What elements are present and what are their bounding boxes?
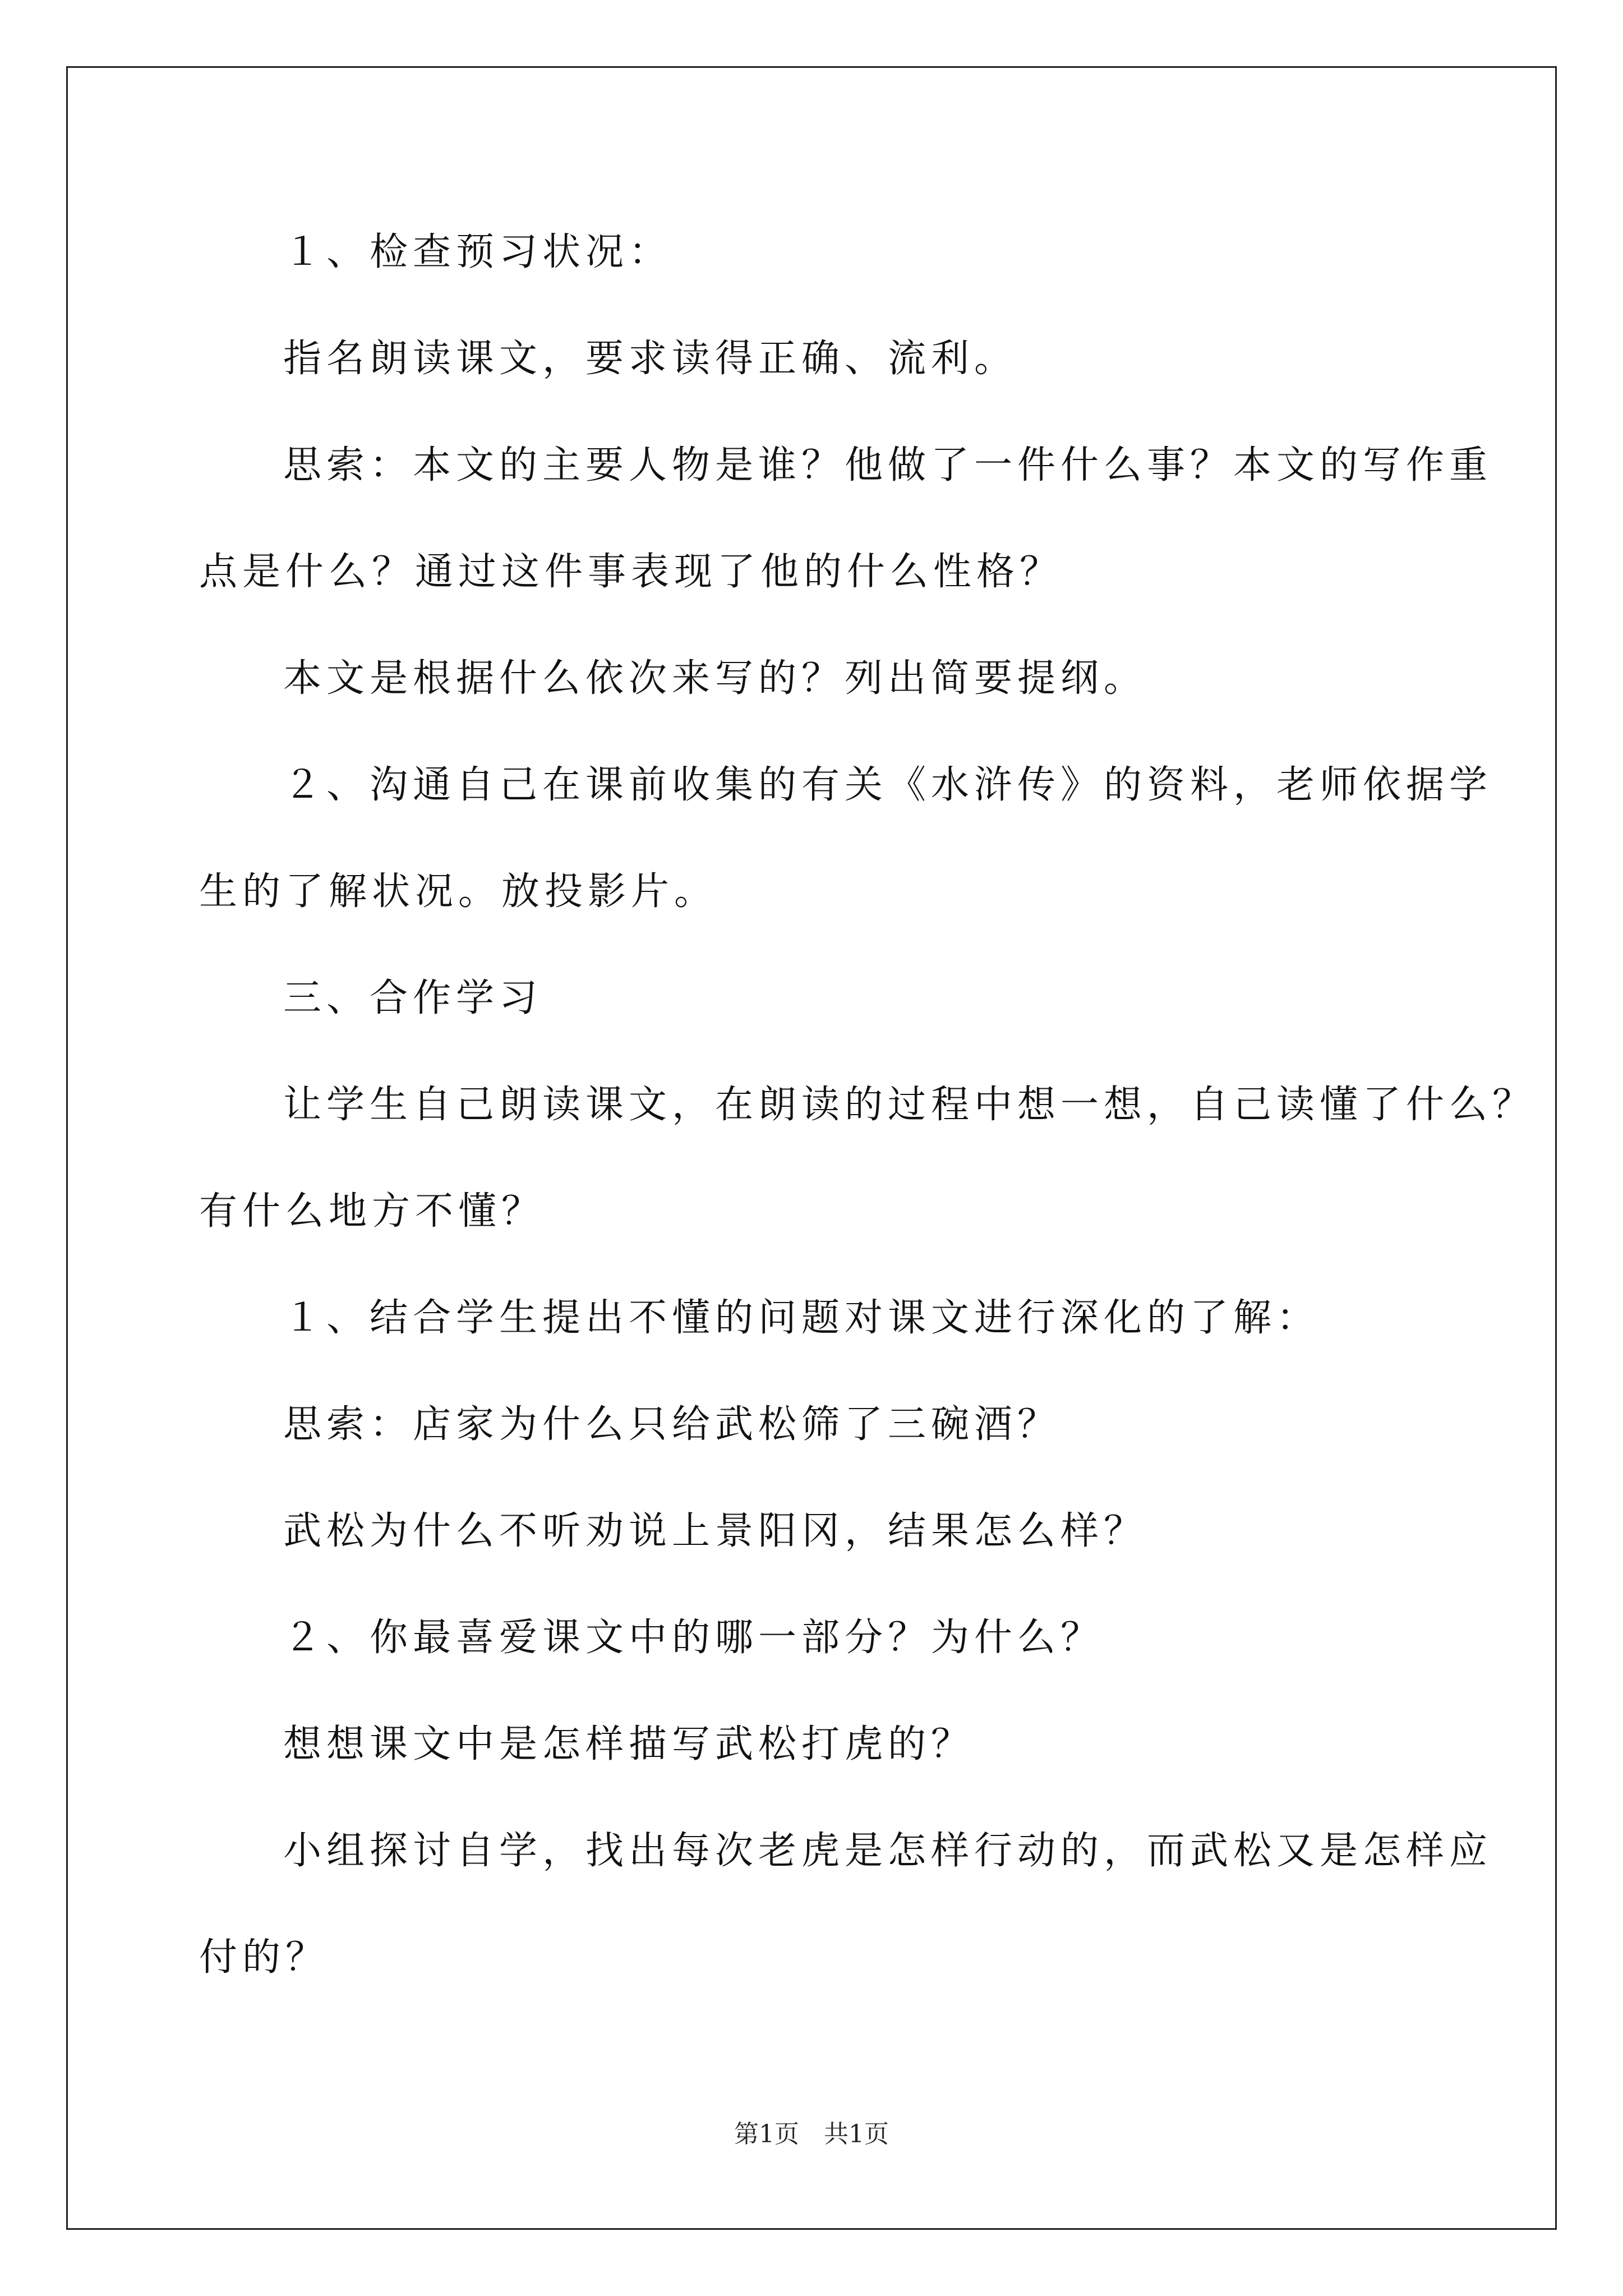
text-line: 思索：本文的主要人物是谁？他做了一件什么事？本文的写作重 [283,443,1493,487]
text-line: ２、你最喜爱课文中的哪一部分？为什么？ [283,1616,1104,1660]
text-line: 让学生自己朗读课文，在朗读的过程中想一想，自己读懂了什么？ [283,1083,1536,1127]
text-line: 三、合作学习 [283,976,543,1020]
text-line: 小组探讨自学，找出每次老虎是怎样行动的，而武松又是怎样应 [283,1829,1493,1873]
text-line: 指名朗读课文，要求读得正确、流利。 [283,337,1018,381]
page-footer [0,2118,1623,2151]
page-border [66,66,1557,2230]
text-line: 有什么地方不懂？ [199,1189,545,1234]
text-line: 思索：店家为什么只给武松筛了三碗酒？ [283,1402,1061,1447]
text-line: １、检查预习状况： [283,230,672,274]
text-line: 点是什么？通过这件事表现了他的什么性格？ [199,550,1063,594]
text-line: 付的？ [199,1935,329,1980]
text-line: 生的了解状况。放投影片。 [199,869,718,914]
text-line: １、结合学生提出不懂的问题对课文进行深化的了解： [283,1296,1320,1340]
text-line: 想想课文中是怎样描写武松打虎的？ [283,1722,975,1766]
page-number-label: 第1页 共1页 [734,2120,889,2148]
text-line: 本文是根据什么依次来写的？列出简要提纲。 [283,656,1147,701]
text-line: 武松为什么不听劝说上景阳冈，结果怎么样？ [283,1509,1147,1553]
text-line: ２、沟通自己在课前收集的有关《水浒传》的资料，老师依据学 [283,763,1493,807]
